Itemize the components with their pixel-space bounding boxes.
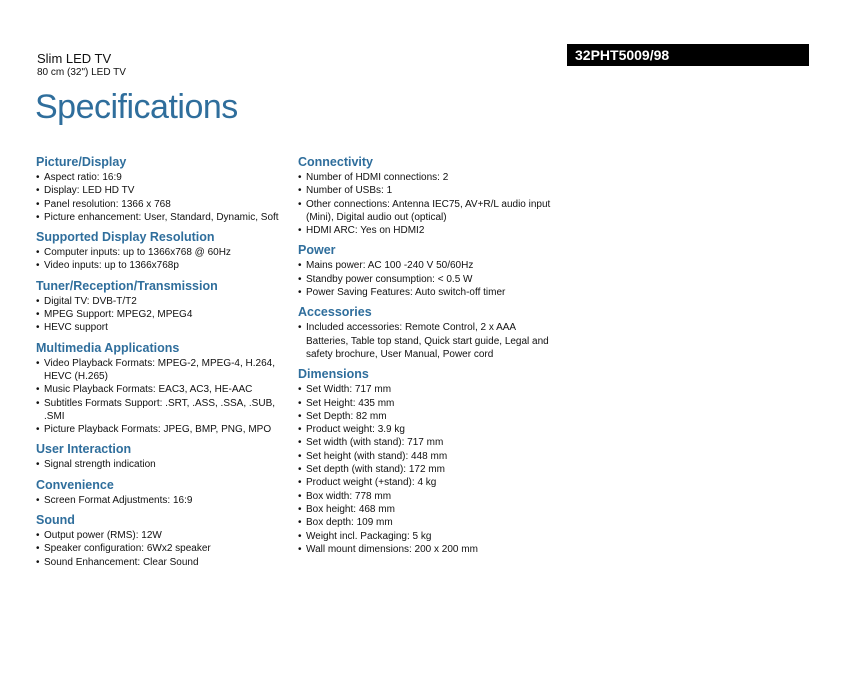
spec-item: • Weight incl. Packaging: 5 kg [298, 530, 553, 543]
spec-item: • HDMI ARC: Yes on HDMI2 [298, 224, 553, 237]
section-picture-display [36, 155, 286, 224]
section-heading: Accessories [298, 305, 372, 320]
spec-item: • Panel resolution: 1366 x 768 [36, 198, 286, 211]
spec-list [36, 171, 286, 224]
section-supported-display-resolution [36, 230, 286, 273]
spec-item: • Display: LED HD TV [36, 184, 286, 197]
section-heading: Power [298, 243, 336, 258]
section-heading: User Interaction [36, 442, 132, 457]
spec-item: • Computer inputs: up to 1366x768 @ 60Hz [36, 246, 286, 259]
spec-item: • Output power (RMS): 12W [36, 529, 286, 542]
spec-item: • Product weight (+stand): 4 kg [298, 476, 553, 489]
section-heading: Multimedia Applications [36, 340, 180, 355]
spec-list [36, 357, 286, 437]
spec-item: • Video Playback Formats: MPEG-2, MPEG-4, H.264, HEVC (H.265) [36, 357, 286, 384]
section-power [298, 243, 553, 299]
spec-item: • Number of HDMI connections: 2 [298, 171, 553, 184]
spec-item: • Picture Playback Formats: JPEG, BMP, PNG, MPO [36, 423, 286, 436]
spec-item: • Aspect ratio: 16:9 [36, 171, 286, 184]
spec-item: • Speaker configuration: 6Wx2 speaker [36, 542, 286, 555]
spec-item: • Set height (with stand): 448 mm [298, 450, 553, 463]
spec-item: • Music Playback Formats: EAC3, AC3, HE-AAC [36, 383, 286, 396]
section-tuner-reception-transmission [36, 279, 286, 335]
page-title: Specifications [35, 88, 238, 126]
spec-item: • Video inputs: up to 1366x768p [36, 259, 286, 272]
spec-item: • Set width (with stand): 717 mm [298, 436, 553, 449]
spec-item: • Subtitles Formats Support: .SRT, .ASS, .SSA, .SUB, .SMI [36, 397, 286, 424]
spec-list [298, 383, 553, 556]
spec-item: • Signal strength indication [36, 458, 286, 471]
model-badge: 32PHT5009/98 [567, 44, 809, 66]
section-heading: Tuner/Reception/Transmission [36, 278, 218, 293]
spec-item: • Power Saving Features: Auto switch-off timer [298, 286, 553, 299]
section-connectivity [298, 155, 553, 237]
product-line: Slim LED TV [37, 51, 112, 66]
spec-item: • HEVC support [36, 321, 286, 334]
spec-item: • Set Depth: 82 mm [298, 410, 553, 423]
section-heading: Convenience [36, 477, 114, 492]
spec-list [36, 246, 286, 273]
spec-list [36, 494, 286, 507]
spec-item: • Number of USBs: 1 [298, 184, 553, 197]
specs-left-column [36, 155, 286, 575]
spec-item: • Set depth (with stand): 172 mm [298, 463, 553, 476]
spec-item: • Box height: 468 mm [298, 503, 553, 516]
section-heading: Picture/Display [36, 155, 127, 169]
section-heading: Connectivity [298, 155, 374, 169]
spec-item: • Standby power consumption: < 0.5 W [298, 273, 553, 286]
spec-list [298, 321, 553, 361]
spec-list [298, 171, 553, 237]
section-heading: Supported Display Resolution [36, 230, 215, 245]
specs-right-column [298, 155, 553, 562]
section-convenience [36, 478, 286, 507]
spec-item: • Box depth: 109 mm [298, 516, 553, 529]
spec-list [36, 295, 286, 335]
spec-item: • Product weight: 3.9 kg [298, 423, 553, 436]
spec-item: • Set Width: 717 mm [298, 383, 553, 396]
spec-list [298, 259, 553, 299]
section-heading: Dimensions [298, 367, 369, 382]
spec-item: • Sound Enhancement: Clear Sound [36, 556, 286, 569]
section-user-interaction [36, 442, 286, 471]
section-dimensions [298, 367, 553, 556]
section-accessories [298, 305, 553, 361]
product-subtitle: 80 cm (32") LED TV [37, 67, 126, 78]
spec-item: • Set Height: 435 mm [298, 397, 553, 410]
spec-item: • Included accessories: Remote Control, 2 x AAA Batteries, Table top stand, Quick start guide, Legal and safety brochure, User Manual, Power cord [298, 321, 553, 361]
spec-item: • Other connections: Antenna IEC75, AV+R/L audio input (Mini), Digital audio out (optical) [298, 198, 553, 225]
spec-item: • Box width: 778 mm [298, 490, 553, 503]
spec-list [36, 529, 286, 569]
section-heading: Sound [36, 513, 75, 528]
spec-item: • Wall mount dimensions: 200 x 200 mm [298, 543, 553, 556]
spec-item: • Digital TV: DVB-T/T2 [36, 295, 286, 308]
spec-item: • Mains power: AC 100 -240 V 50/60Hz [298, 259, 553, 272]
spec-item: • Picture enhancement: User, Standard, Dynamic, Soft [36, 211, 286, 224]
spec-item: • Screen Format Adjustments: 16:9 [36, 494, 286, 507]
spec-list [36, 458, 286, 471]
spec-item: • MPEG Support: MPEG2, MPEG4 [36, 308, 286, 321]
section-sound [36, 513, 286, 569]
section-multimedia-applications [36, 341, 286, 437]
